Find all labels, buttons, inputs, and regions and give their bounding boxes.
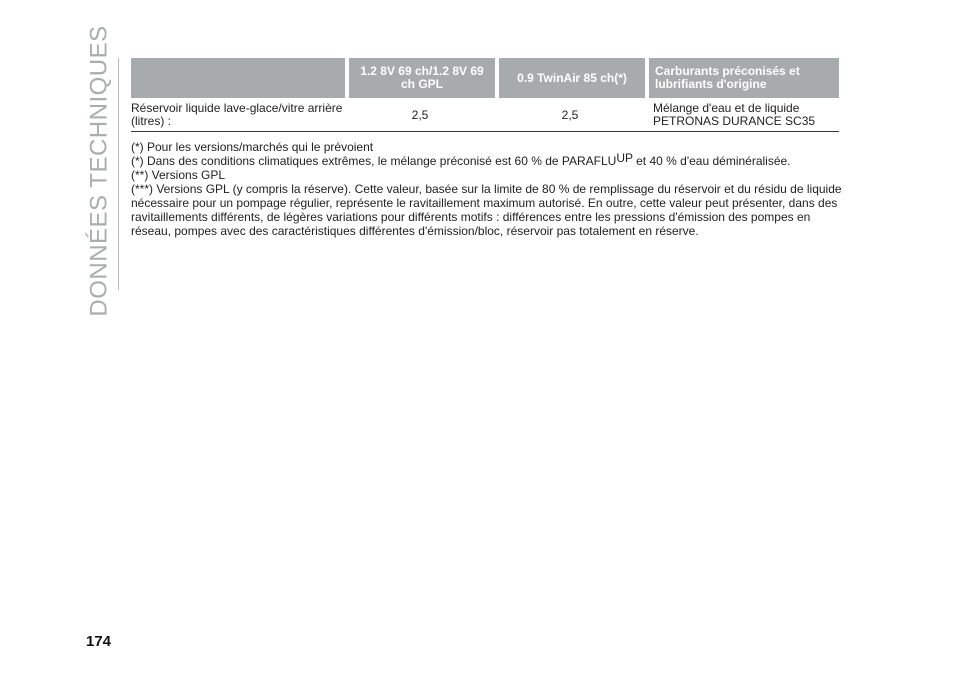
header-fluids: Carburants préconisés et lubrifiants d'origine: [647, 58, 839, 98]
footnote-1: (*) Pour les versions/marchés qui le prévoient: [131, 140, 374, 154]
spec-table: [131, 58, 839, 132]
fluid-line-1: Mélange d'eau et de liquide: [653, 101, 800, 115]
footnote-2-text: (*) Dans des conditions climatiques extrêmes, le mélange préconisé est 60 % de PARAFLU: [131, 154, 617, 168]
value-engine-twinair: 2,5: [497, 98, 647, 132]
section-title-text: DONNÉES TECHNIQUES: [86, 25, 113, 317]
footnote-3: (**) Versions GPL: [131, 168, 226, 182]
page-number: 174: [86, 633, 112, 650]
header-blank: [131, 58, 347, 98]
value-engine-1-2: 2,5: [347, 98, 497, 132]
section-divider: [118, 58, 119, 290]
header-engine-1-2: 1.2 8V 69 ch/1.2 8V 69 ch GPL: [347, 58, 497, 98]
footnote-2: [131, 151, 843, 168]
fluid-line-2: PETRONAS DURANCE SC35: [653, 114, 816, 128]
footnote-4: (***) Versions GPL (y compris la réserve). Cette valeur, basée sur la limite de 80 % de remplissage du réservoir et du résidu de liquide nécessaire pour un pompage régulier, représente le ravitaillement maximum autorisé. En outre, cette valeur peut présenter, dans des ravitaillements différents, de légères variations pour différents motifs : différences entre les pressions d'émission des pompes en réseau, pompes avec des caractéristiques différentes d'émission/bloc, réservoir pas totalement en réserve.: [131, 182, 842, 238]
section-title: [86, 25, 114, 317]
header-engine-twinair: 0.9 TwinAir 85 ch(*): [497, 58, 647, 98]
footnotes: [131, 140, 843, 238]
table-header-row: [131, 58, 839, 98]
recommended-fluid: [647, 98, 839, 132]
footnote-2-tail: et 40 % d'eau déminéralisée.: [632, 154, 791, 168]
table-row: [131, 98, 839, 132]
row-label: Réservoir liquide lave-glace/vitre arrière (litres) :: [131, 98, 347, 132]
footnote-2-superscript: UP: [616, 151, 633, 165]
